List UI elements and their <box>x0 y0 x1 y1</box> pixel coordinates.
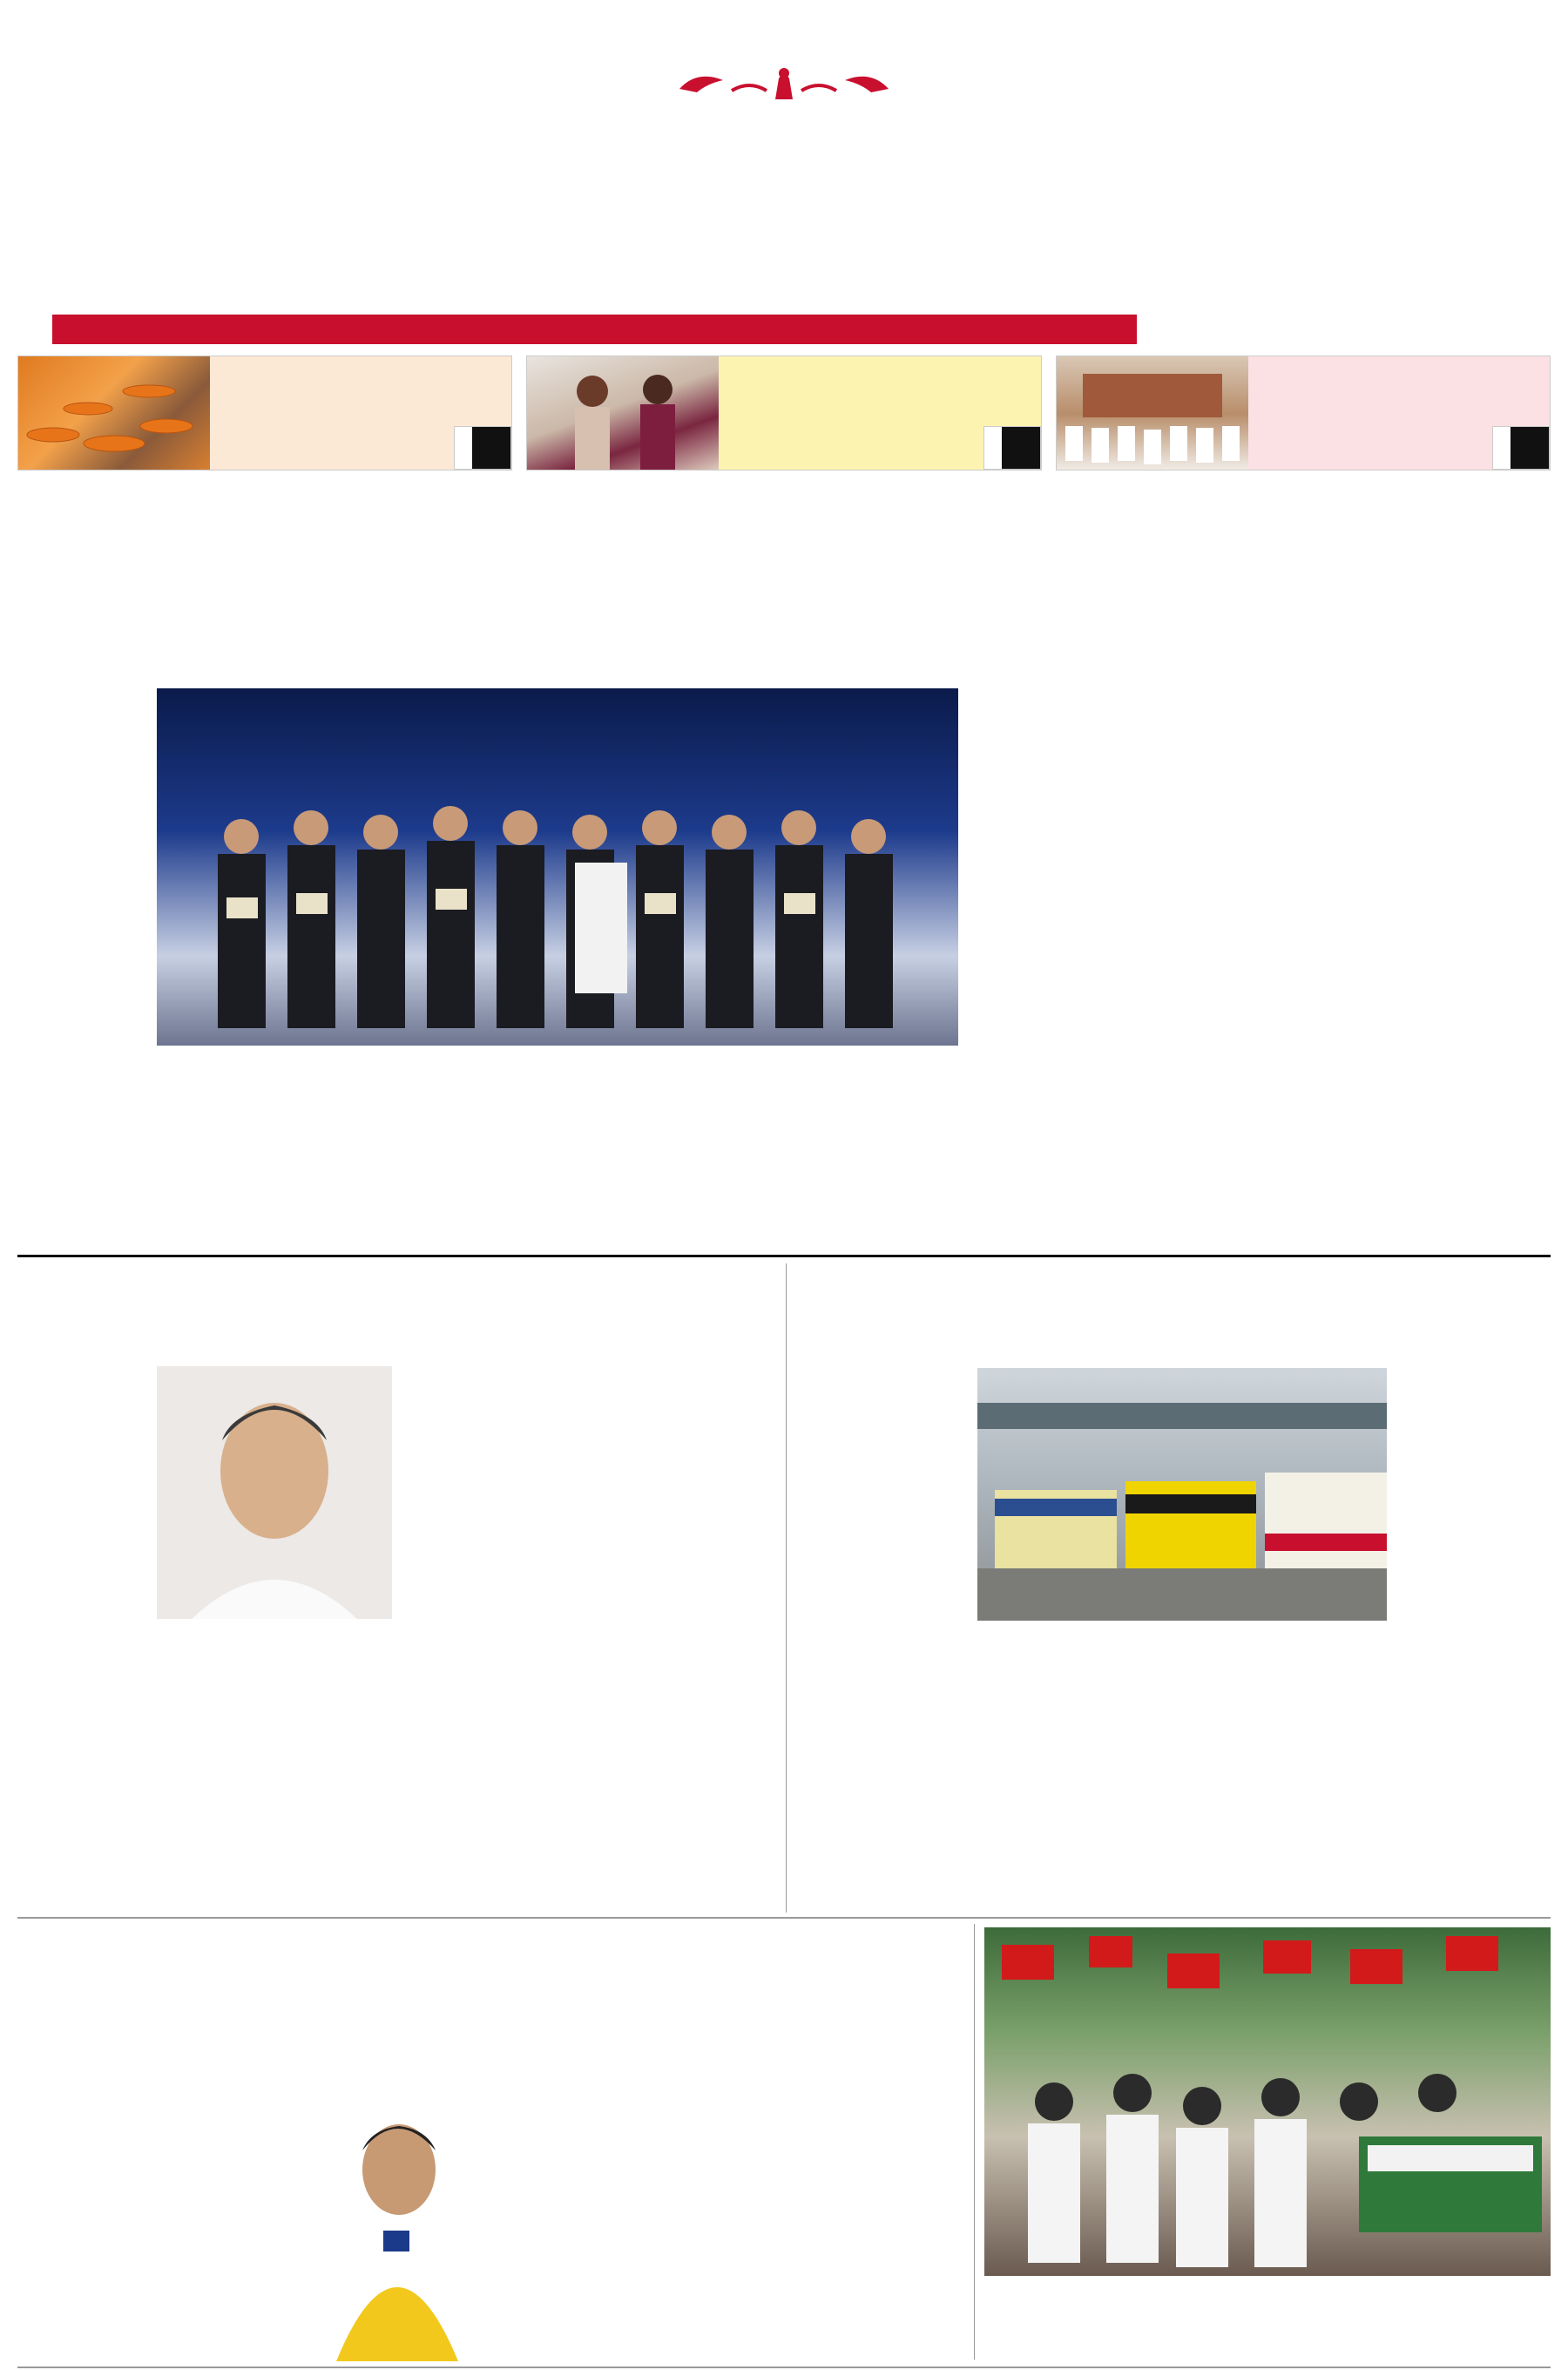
lead-column-5 <box>1119 687 1259 1244</box>
lead-column-2a <box>157 1056 283 1244</box>
actress-photo <box>527 356 719 471</box>
conclave-photo <box>157 688 958 1046</box>
teaser-page-ref <box>983 426 1041 470</box>
page-number <box>472 427 510 469</box>
carrot-photo <box>18 356 210 471</box>
page-number <box>1511 427 1549 469</box>
strike-column-2 <box>977 1629 1178 1911</box>
lead-column-4 <box>967 687 1106 1244</box>
rahul-column-2 <box>157 1629 392 1911</box>
teaser-india-alliance[interactable] <box>1056 356 1551 471</box>
teaser-page-ref <box>454 426 511 470</box>
bus-stand-photo <box>977 1368 1387 1621</box>
dhoni-column-5 <box>801 2039 967 2361</box>
rahul-column-1 <box>17 1366 148 1911</box>
rail-protest-photo <box>984 1927 1551 2276</box>
lead-column-3 <box>562 1056 693 1244</box>
rahul-photo <box>157 1366 392 1619</box>
section-divider <box>17 1255 1551 1257</box>
editors-line <box>52 315 1137 344</box>
parliament-protest-photo <box>1057 356 1248 471</box>
lead-column-7 <box>1420 687 1551 1244</box>
dhoni-photo <box>331 2109 462 2361</box>
lead-column-2c <box>427 1056 553 1244</box>
strike-column-3 <box>1186 1629 1387 1911</box>
section-divider <box>17 2367 1551 2368</box>
strike-column-4 <box>1396 1366 1551 1911</box>
dhoni-column-3 <box>470 2039 627 2361</box>
issue-bar <box>17 314 1551 345</box>
page-number <box>1002 427 1040 469</box>
lead-column-1 <box>17 687 148 1244</box>
teaser-actress[interactable] <box>526 356 1042 471</box>
rahul-column-3 <box>401 1366 584 1911</box>
section-divider <box>17 1917 1551 1919</box>
lead-column-2b <box>292 1056 418 1244</box>
column-rule <box>786 1263 787 1913</box>
dhoni-column-1 <box>17 2039 183 2361</box>
dhoni-column-4 <box>636 2039 793 2361</box>
teaser-page-ref <box>1492 426 1550 470</box>
rahul-column-4 <box>592 1366 775 1911</box>
lead-column-6 <box>1272 687 1411 1244</box>
strike-column-1 <box>794 1366 969 1911</box>
dhoni-column-2 <box>192 2039 348 2361</box>
column-rule <box>974 1924 975 2360</box>
teaser-carrot[interactable] <box>17 356 512 471</box>
masthead-title <box>348 94 1220 251</box>
rail-protest-caption <box>984 2281 1551 2360</box>
